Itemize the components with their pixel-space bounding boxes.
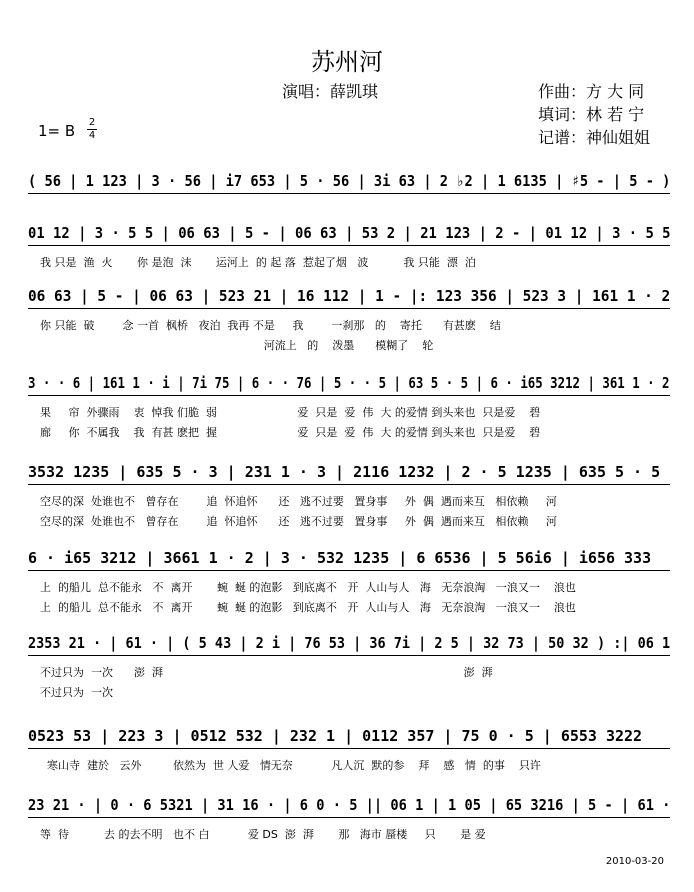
lyric-line: 你 只能 破 念 一首 枫桥 夜泊 我再 不是 我 一刹那 的 寄托 有甚麽 结 bbox=[40, 319, 501, 332]
notation-row: 0523 53 | 223 3 | 0512 532 | 232 1 | 0112 357 | 75 0 · 5 | 6553 3222 bbox=[28, 727, 643, 745]
lyric-line: 等 待 去 的去不明 也不 白 爱 DS 澎 湃 那 海市 蜃楼 只 是 爱 bbox=[40, 828, 486, 841]
composer-credit: 作曲：方 大 同 bbox=[538, 82, 645, 101]
lyric-line: 空尽的深 处谁也不 曾存在 追 怀追怀 还 逃不过要 置身事 外 偶 遇而来互 相依赖 河 bbox=[40, 515, 557, 528]
notation-row: 3532 1235 | 635 5 · 3 | 231 1 · 3 | 2116 1232 | 2 · 5 1235 | 635 5 · 5 bbox=[28, 463, 661, 481]
time-signature bbox=[86, 118, 98, 141]
notation-row: 6 · i65 3212 | 3661 1 · 2 | 3 · 532 1235 | 6 6536 | 5 56i6 | i656 333 bbox=[28, 549, 652, 567]
transcriber-credit: 记谱：神仙姐姐 bbox=[538, 128, 651, 147]
time-signature-bottom: 4 bbox=[88, 130, 96, 141]
song-title: 苏州河 bbox=[311, 48, 383, 76]
singer-credit: 演唱：薛凯琪 bbox=[282, 82, 379, 101]
notation-row: 06 63 | 5 - | 06 63 | 523 21 | 16 112 | 1 - |: 123 356 | 523 3 | 161 1 · 2 bbox=[28, 287, 671, 305]
lyric-line: 不过只为 一次 bbox=[40, 686, 113, 699]
time-signature-top: 2 bbox=[88, 117, 96, 128]
notation-row: 23 21 · | 0 · 6 5321 | 31 16 · | 6 0 · 5 || 06 1 | 1 05 | 65 3216 | 5 - | 61 · bbox=[28, 796, 671, 814]
lyric-line: 寒山寺 建於 云外 依然为 世 人爱 情无奈 凡人沉 默的参 拜 感 情 的事 只许 bbox=[40, 759, 541, 772]
lyric-line: 我 只是 渔 火 你 是泡 沫 运河上 的 起 落 惹起了烟 波 我 只能 漂 泊 bbox=[40, 256, 476, 269]
notation-row: 3 · · 6 | 161 1 · i | 7i 75 | 6 · · 76 | 5 · · 5 | 63 5 · 5 | 6 · i65 3212 | 361 1 · 2 bbox=[28, 374, 670, 392]
notation-row: 2353 21 · | 61 · | ( 5 43 | 2 i | 76 53 | 36 7i | 2 5 | 32 73 | 50 32 ) :| 06 1 bbox=[28, 634, 671, 652]
underline-rule bbox=[28, 484, 670, 485]
lyric-line: 上 的船儿 总不能永 不 离开 蜿 蜒 的泡影 到底离不 开 人山与人 海 无奈浪淘 一浪又一 浪也 bbox=[40, 601, 576, 614]
underline-rule bbox=[28, 817, 670, 818]
lyric-line: 空尽的深 处谁也不 曾存在 追 怀追怀 还 逃不过要 置身事 外 偶 遇而来互 相依赖 河 bbox=[40, 495, 557, 508]
lyric-line: 不过只为 一次 澎 湃 澎 湃 bbox=[40, 666, 493, 679]
underline-rule bbox=[28, 245, 670, 246]
underline-rule bbox=[28, 655, 670, 656]
underline-rule bbox=[28, 193, 670, 194]
notation-row: 01 12 | 3 · 5 5 | 06 63 | 5 - | 06 63 | 53 2 | 21 123 | 2 - | 01 12 | 3 · 5 5 bbox=[28, 224, 671, 242]
underline-rule bbox=[28, 308, 670, 309]
notation-row: ( 56 | 1 123 | 3 · 56 | i7 653 | 5 · 56 | 3i 63 | 2 ♭2 | 1 6135 | ♯5 - | 5 - ) bbox=[28, 172, 671, 190]
lyric-line: 河流上 的 泼墨 模糊了 轮 bbox=[40, 339, 434, 352]
lyricist-credit: 填词：林 若 宁 bbox=[538, 105, 645, 124]
key-signature: 1= B bbox=[38, 122, 76, 140]
underline-rule bbox=[28, 748, 670, 749]
lyric-line: 廊 你 不属我 我 有甚 麽把 握 爱 只是 爱 伟 大 的爱情 到头来也 只是爱 碧 bbox=[40, 426, 541, 439]
transcription-date: 2010-03-20 bbox=[605, 856, 664, 867]
lyric-line: 上 的船儿 总不能永 不 离开 蜿 蜒 的泡影 到底离不 开 人山与人 海 无奈浪淘 一浪又一 浪也 bbox=[40, 581, 576, 594]
underline-rule bbox=[28, 570, 670, 571]
lyric-line: 果 帘 外骤雨 衷 悼我 们脆 弱 爱 只是 爱 伟 大 的爱情 到头来也 只是爱 碧 bbox=[40, 406, 541, 419]
underline-rule bbox=[28, 395, 670, 396]
